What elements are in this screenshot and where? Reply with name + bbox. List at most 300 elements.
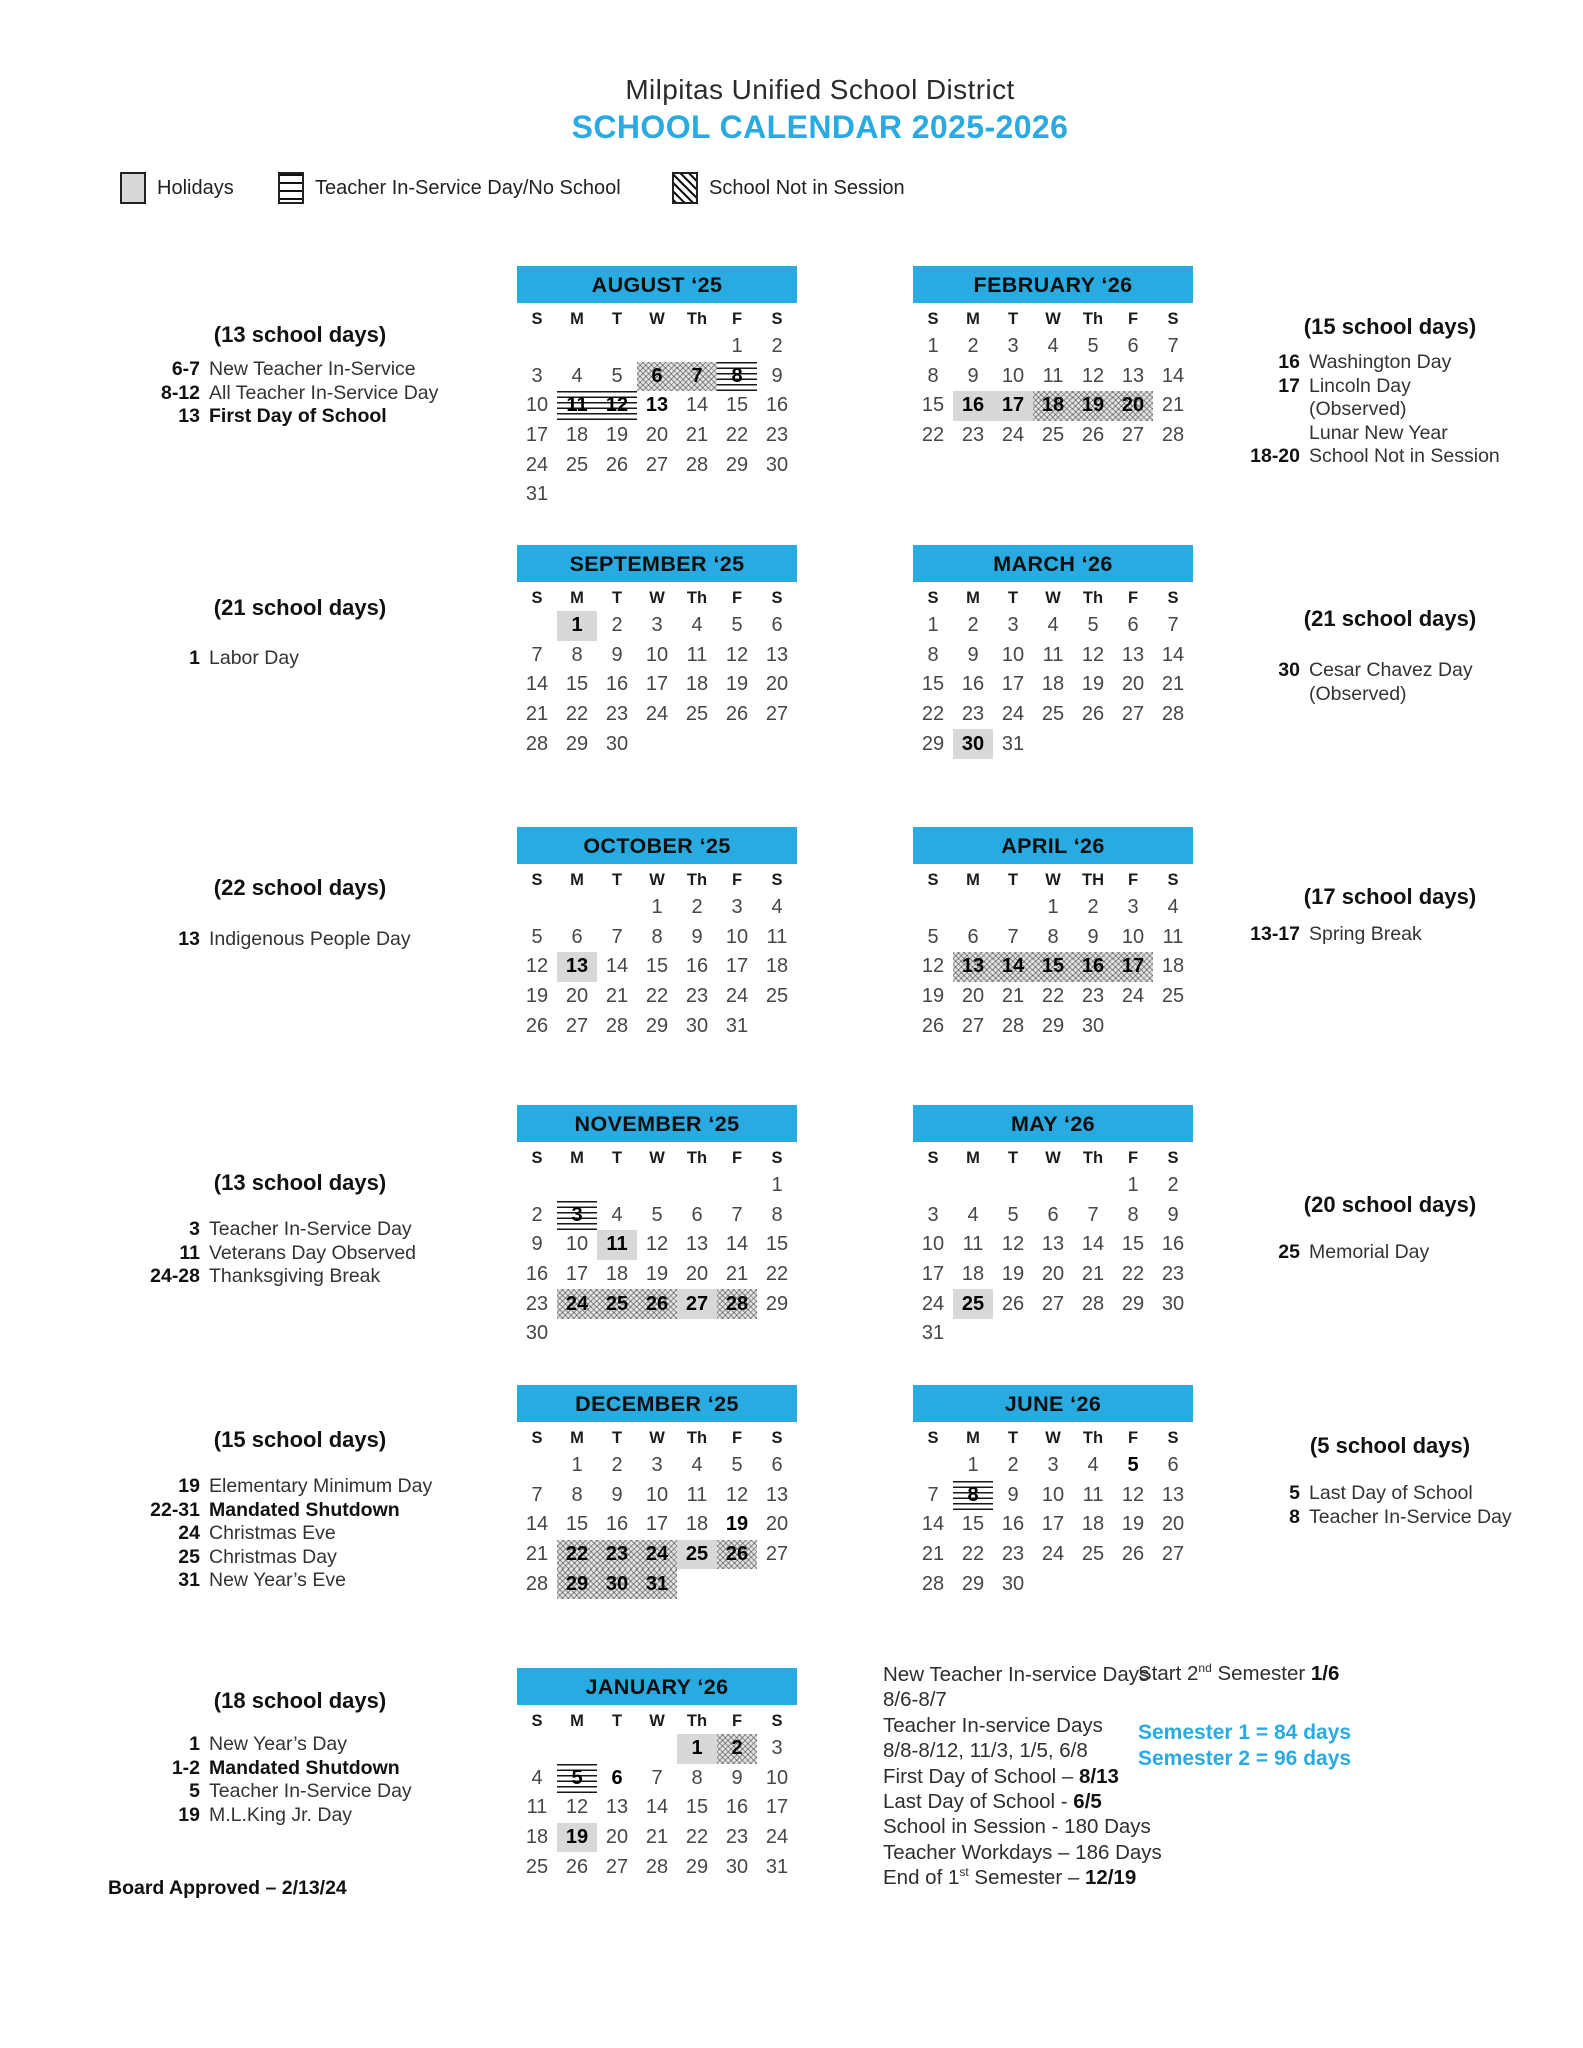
day-cell: 3	[557, 1201, 597, 1231]
day-cell-empty	[637, 729, 677, 759]
annotation-date-label: 25	[1278, 1241, 1300, 1263]
day-grid	[913, 1451, 1193, 1599]
annotation-text: Lincoln Day	[1309, 374, 1411, 397]
day-grid	[913, 1171, 1193, 1349]
day-cell: 4	[1087, 1454, 1099, 1477]
day-cell: 18	[685, 1513, 709, 1536]
day-cell: 28	[1161, 424, 1185, 447]
board-approved-note: Board Approved – 2/13/24	[108, 1877, 347, 1899]
weekday-label: S	[771, 1149, 783, 1167]
month-dec	[517, 1385, 797, 1599]
day-cell: 24	[921, 1292, 945, 1315]
day-cell: 29	[685, 1855, 709, 1878]
day-cell: 23	[1001, 1543, 1025, 1566]
day-cell: 11	[557, 391, 597, 421]
month-title: MARCH ‘26	[913, 545, 1193, 582]
day-cell: 27	[565, 1014, 589, 1037]
day-cell: 22	[1041, 985, 1065, 1008]
day-cell: 28	[1161, 703, 1185, 726]
annotation-item	[100, 1804, 500, 1828]
annotation-text: Labor Day	[209, 647, 299, 669]
day-cell: 8	[651, 925, 663, 948]
annotation-text: (Observed)	[1309, 398, 1407, 420]
annotation-item	[1240, 659, 1540, 683]
weekday-label: Th	[686, 1429, 708, 1447]
day-cell: 27	[1041, 1292, 1065, 1315]
day-cell: 14	[993, 952, 1033, 982]
month-oct	[517, 827, 797, 1041]
day-cell: 26	[1081, 424, 1105, 447]
weekday-label: M	[570, 1149, 584, 1167]
day-cell: 24	[525, 453, 549, 476]
annotation-date-label	[1240, 398, 1300, 422]
day-cell: 27	[961, 1014, 985, 1037]
day-cell: 18	[685, 673, 709, 696]
day-cell: 4	[571, 364, 583, 387]
weekday-label: Th	[1082, 310, 1104, 328]
weekday-label: W	[1045, 310, 1061, 328]
day-cell: 15	[1121, 1233, 1145, 1256]
day-cell: 13	[557, 952, 597, 982]
day-cell: 8	[771, 1203, 783, 1226]
day-cell-empty	[677, 1569, 717, 1599]
day-cell-empty	[757, 1011, 797, 1041]
day-cell-empty	[1073, 1569, 1113, 1599]
day-cell: 7	[731, 1203, 743, 1226]
day-cell: 13	[953, 952, 993, 982]
annotation-date-label: 24-28	[150, 1265, 200, 1287]
day-cell: 20	[1121, 673, 1145, 696]
day-cell-empty	[1153, 729, 1193, 759]
day-cell: 19	[1081, 673, 1105, 696]
weekday-label: S	[927, 1429, 939, 1447]
day-cell: 16	[605, 1513, 629, 1536]
day-cell: 24	[725, 985, 749, 1008]
day-cell: 10	[921, 1233, 945, 1256]
day-cell: 14	[645, 1796, 669, 1819]
day-cell: 21	[605, 985, 629, 1008]
day-cell: 1	[927, 335, 939, 358]
day-cell-empty	[757, 1569, 797, 1599]
annotation-text: Teacher In-Service Day	[209, 1780, 412, 1802]
day-cell: 8	[571, 1483, 583, 1506]
annotation-items	[100, 1218, 500, 1289]
day-grid	[913, 332, 1193, 450]
day-cell-empty	[517, 893, 557, 923]
day-cell: 2	[1167, 1174, 1179, 1197]
day-cell: 28	[605, 1014, 629, 1037]
day-cell-empty	[953, 1171, 993, 1201]
weekday-label: F	[731, 871, 743, 889]
weekday-label: S	[1167, 1429, 1179, 1447]
day-cell: 28	[525, 1572, 549, 1595]
day-cell: 28	[645, 1855, 669, 1878]
day-cell: 26	[637, 1289, 677, 1319]
day-cell: 5	[531, 925, 543, 948]
weekday-header-row	[517, 1709, 797, 1734]
annotation-date-label: 6-7	[171, 358, 200, 380]
day-cell: 21	[1081, 1263, 1105, 1286]
day-cell: 17	[765, 1796, 789, 1819]
day-cell: 14	[725, 1233, 749, 1256]
day-grid	[517, 1171, 797, 1349]
day-cell: 8	[927, 364, 939, 387]
day-cell: 19	[525, 985, 549, 1008]
day-cell-empty	[677, 729, 717, 759]
semester-total: Semester 1 = 84 days	[1138, 1721, 1352, 1744]
day-cell: 6	[611, 1766, 623, 1789]
footer-line: School in Session - 180 Days	[883, 1815, 1151, 1839]
day-cell: 11	[1082, 1483, 1104, 1506]
day-cell-empty	[757, 1319, 797, 1349]
weekday-label: M	[966, 589, 980, 607]
annotation-date-label: 22-31	[150, 1498, 200, 1521]
day-cell-empty	[637, 1734, 677, 1764]
day-cell: 24	[1041, 1543, 1065, 1566]
day-cell: 19	[725, 1513, 749, 1536]
day-cell: 10	[645, 643, 669, 666]
day-cell: 10	[725, 925, 749, 948]
day-cell: 3	[927, 1203, 939, 1226]
day-cell: 24	[1121, 985, 1145, 1008]
day-cell: 29	[1121, 1292, 1145, 1315]
day-cell: 12	[1081, 643, 1105, 666]
month-title: JANUARY ‘26	[517, 1668, 797, 1705]
annotation-date-label: 1	[189, 647, 200, 669]
annotation-date-label: 18-20	[1250, 445, 1300, 467]
day-cell: 3	[1007, 614, 1019, 637]
weekday-label: T	[611, 589, 623, 607]
weekday-label: T	[1007, 310, 1019, 328]
day-cell: 1	[571, 1454, 583, 1477]
day-cell-empty	[677, 480, 717, 510]
annotation-text: Christmas Eve	[209, 1522, 336, 1544]
month-aug	[517, 266, 797, 510]
day-cell: 27	[1121, 703, 1145, 726]
day-cell: 28	[1001, 1014, 1025, 1037]
annotation-item	[100, 928, 500, 952]
day-cell: 6	[771, 1454, 783, 1477]
day-cell: 11	[962, 1233, 984, 1256]
day-cell-empty	[517, 611, 557, 641]
day-cell-empty	[557, 1319, 597, 1349]
day-cell: 11	[597, 1230, 637, 1260]
day-cell-empty	[913, 893, 953, 923]
school-days-count: (17 school days)	[1303, 884, 1477, 909]
day-cell: 29	[765, 1292, 789, 1315]
weekday-label: S	[531, 589, 543, 607]
day-cell: 27	[677, 1289, 717, 1319]
day-cell: 18	[525, 1826, 549, 1849]
weekday-label: W	[649, 589, 665, 607]
annotation-text: Cesar Chavez Day	[1309, 659, 1473, 681]
day-cell: 23	[685, 985, 709, 1008]
weekday-label: Th	[686, 310, 708, 328]
annotation-text: Veterans Day Observed	[209, 1241, 417, 1264]
weekday-header-row	[913, 868, 1193, 893]
day-cell: 21	[645, 1826, 669, 1849]
day-cell: 2	[691, 896, 703, 919]
weekday-header-row	[517, 586, 797, 611]
day-cell: 27	[1161, 1543, 1185, 1566]
weekday-label: Th	[1082, 589, 1104, 607]
day-cell-empty	[757, 480, 797, 510]
day-cell: 28	[685, 453, 709, 476]
day-cell: 9	[1167, 1203, 1179, 1226]
day-cell-empty	[717, 729, 757, 759]
annotation-text: New Teacher In-Service	[209, 358, 416, 380]
day-cell-empty	[517, 1171, 557, 1201]
day-cell: 20	[765, 1513, 789, 1536]
month-mar	[913, 545, 1193, 759]
day-cell: 27	[765, 703, 789, 726]
semester-total: Semester 2 = 96 days	[1138, 1747, 1352, 1770]
month-title: JUNE ‘26	[913, 1385, 1193, 1422]
weekday-label: Th	[686, 1149, 708, 1167]
day-cell: 6	[1127, 335, 1139, 358]
annotation-date-label: 13	[178, 405, 200, 427]
day-cell: 22	[961, 1543, 985, 1566]
day-cell: 22	[725, 424, 749, 447]
annotation-apr	[1240, 884, 1540, 947]
day-cell: 10	[1121, 925, 1145, 948]
weekday-label: M	[570, 1712, 584, 1730]
day-cell: 23	[961, 424, 985, 447]
weekday-label: S	[927, 310, 939, 328]
day-cell: 9	[967, 364, 979, 387]
day-cell: 30	[597, 1569, 637, 1599]
day-cell: 6	[967, 925, 979, 948]
day-cell: 7	[531, 643, 543, 666]
day-cell: 13	[1121, 364, 1145, 387]
day-cell-empty	[557, 1171, 597, 1201]
day-cell: 17	[921, 1263, 945, 1286]
day-cell: 22	[1121, 1263, 1145, 1286]
day-cell: 22	[921, 703, 945, 726]
day-cell: 27	[645, 453, 669, 476]
weekday-label: M	[966, 310, 980, 328]
annotation-sep	[100, 595, 500, 671]
day-cell-empty	[717, 1171, 757, 1201]
day-cell-empty	[557, 893, 597, 923]
annotation-item	[100, 405, 500, 429]
day-cell: 14	[1081, 1233, 1105, 1256]
day-grid	[913, 893, 1193, 1041]
weekday-label: M	[570, 589, 584, 607]
day-cell: 5	[1087, 614, 1099, 637]
day-cell: 30	[685, 1014, 709, 1037]
day-grid	[517, 1451, 797, 1599]
day-cell: 31	[637, 1569, 677, 1599]
day-cell: 21	[1161, 394, 1185, 417]
day-grid	[517, 893, 797, 1041]
month-title: DECEMBER ‘25	[517, 1385, 797, 1422]
weekday-label: T	[1007, 1429, 1019, 1447]
day-cell-empty	[1073, 1171, 1113, 1201]
month-nov	[517, 1105, 797, 1349]
day-cell: 2	[967, 335, 979, 358]
day-cell: 16	[605, 673, 629, 696]
day-cell: 10	[1001, 364, 1025, 387]
annotation-date-label: 3	[189, 1218, 200, 1240]
day-cell: 13	[1041, 1233, 1065, 1256]
school-days-count: (13 school days)	[213, 1170, 387, 1195]
annotation-items	[1240, 659, 1540, 706]
day-cell: 15	[1033, 952, 1073, 982]
day-grid	[517, 332, 797, 510]
day-cell: 25	[565, 453, 589, 476]
annotation-items	[100, 928, 500, 952]
annotation-date-label: 8	[1289, 1505, 1300, 1528]
day-cell: 9	[771, 364, 783, 387]
day-cell: 15	[565, 1513, 589, 1536]
weekday-label: S	[1167, 589, 1179, 607]
day-cell: 7	[531, 1483, 543, 1506]
day-cell: 30	[1161, 1292, 1185, 1315]
day-cell: 2	[717, 1734, 757, 1764]
day-cell: 30	[1001, 1572, 1025, 1595]
annotation-text: First Day of School	[209, 405, 387, 427]
day-cell: 27	[605, 1855, 629, 1878]
day-cell: 11	[1042, 643, 1064, 666]
day-cell: 2	[611, 614, 623, 637]
weekday-label: M	[966, 871, 980, 889]
month-may	[913, 1105, 1193, 1349]
day-cell-empty	[1033, 729, 1073, 759]
weekday-label: T	[611, 1712, 623, 1730]
weekday-label: T	[1007, 1149, 1019, 1167]
annotation-item	[100, 1522, 500, 1546]
day-cell: 5	[651, 1203, 663, 1226]
day-cell-empty	[637, 480, 677, 510]
day-cell: 2	[611, 1454, 623, 1477]
day-cell: 23	[1161, 1263, 1185, 1286]
day-grid	[517, 611, 797, 759]
month-apr	[913, 827, 1193, 1041]
legend-label: Holidays	[157, 176, 234, 199]
day-cell: 24	[765, 1826, 789, 1849]
day-cell: 10	[565, 1233, 589, 1256]
weekday-label: S	[771, 1429, 783, 1447]
day-cell: 11	[686, 1483, 708, 1506]
annotation-nov	[100, 1170, 500, 1289]
school-days-count: (5 school days)	[1309, 1433, 1471, 1458]
day-cell: 5	[731, 614, 743, 637]
day-cell: 28	[1081, 1292, 1105, 1315]
day-cell-empty	[1033, 1319, 1073, 1349]
day-cell: 23	[597, 1540, 637, 1570]
day-cell: 5	[557, 1764, 597, 1794]
day-cell: 31	[725, 1014, 749, 1037]
weekday-label: F	[1127, 1149, 1139, 1167]
weekday-label: W	[649, 310, 665, 328]
day-cell: 17	[993, 391, 1033, 421]
weekday-label: S	[531, 310, 543, 328]
day-cell: 29	[557, 1569, 597, 1599]
day-cell: 9	[531, 1233, 543, 1256]
annotation-date-label: 24	[178, 1522, 200, 1544]
month-feb	[913, 266, 1193, 450]
page-title: SCHOOL CALENDAR 2025-2026	[571, 109, 1069, 145]
day-cell: 7	[677, 362, 717, 392]
annotation-date-label: 13	[178, 928, 200, 950]
legend-inservice	[278, 170, 621, 206]
day-cell-empty	[1153, 1319, 1193, 1349]
day-cell: 25	[525, 1855, 549, 1878]
day-cell: 23	[961, 703, 985, 726]
weekday-label: T	[1007, 589, 1019, 607]
day-cell: 21	[725, 1263, 749, 1286]
day-cell-empty	[637, 1171, 677, 1201]
day-cell: 6	[1167, 1454, 1179, 1477]
day-cell: 1	[771, 1174, 783, 1197]
annotation-text: Spring Break	[1309, 923, 1422, 945]
day-cell: 16	[953, 391, 993, 421]
day-cell: 24	[1001, 424, 1025, 447]
day-cell: 15	[921, 673, 945, 696]
day-cell: 25	[1161, 985, 1185, 1008]
legend-holidays	[120, 170, 234, 206]
day-cell: 16	[1073, 952, 1113, 982]
annotation-jun	[1240, 1433, 1540, 1529]
day-cell: 8	[927, 643, 939, 666]
weekday-label: Th	[686, 589, 708, 607]
annotation-date-label: 19	[178, 1475, 200, 1497]
day-cell-empty	[1113, 1011, 1153, 1041]
day-cell: 19	[1121, 1513, 1145, 1536]
day-cell: 15	[921, 394, 945, 417]
day-cell: 17	[1113, 952, 1153, 982]
day-cell: 20	[685, 1263, 709, 1286]
day-cell-empty	[1153, 1011, 1193, 1041]
day-cell: 4	[691, 1454, 703, 1477]
day-cell: 3	[651, 614, 663, 637]
weekday-header-row	[913, 586, 1193, 611]
day-cell-empty	[597, 1171, 637, 1201]
day-cell: 25	[1041, 424, 1065, 447]
day-cell: 25	[685, 703, 709, 726]
annotation-date-label	[1240, 683, 1300, 707]
school-days-count: (20 school days)	[1303, 1192, 1477, 1217]
day-cell-empty	[517, 1451, 557, 1481]
annotation-item	[100, 382, 500, 406]
day-cell-empty	[993, 893, 1033, 923]
day-cell: 28	[717, 1289, 757, 1319]
day-cell-empty	[717, 480, 757, 510]
weekday-label: F	[731, 1149, 743, 1167]
weekday-label: W	[1045, 1429, 1061, 1447]
school-days-count: (18 school days)	[213, 1688, 387, 1713]
weekday-label: M	[966, 1149, 980, 1167]
day-cell: 11	[526, 1796, 548, 1819]
day-cell: 6	[637, 362, 677, 392]
day-cell: 28	[525, 732, 549, 755]
day-cell-empty	[597, 1734, 637, 1764]
day-cell: 3	[1127, 896, 1139, 919]
annotation-item	[100, 1757, 500, 1781]
annotation-date-label: 16	[1278, 351, 1300, 373]
day-cell: 25	[677, 1540, 717, 1570]
day-cell: 12	[725, 643, 749, 666]
annotation-text: Mandated Shutdown	[209, 1756, 400, 1779]
day-cell: 23	[1081, 985, 1105, 1008]
annotation-text: Mandated Shutdown	[209, 1498, 400, 1521]
day-cell-empty	[913, 1451, 953, 1481]
day-cell-empty	[637, 332, 677, 362]
annotation-item	[1240, 1241, 1540, 1265]
day-cell: 30	[953, 729, 993, 759]
weekday-label: S	[927, 871, 939, 889]
